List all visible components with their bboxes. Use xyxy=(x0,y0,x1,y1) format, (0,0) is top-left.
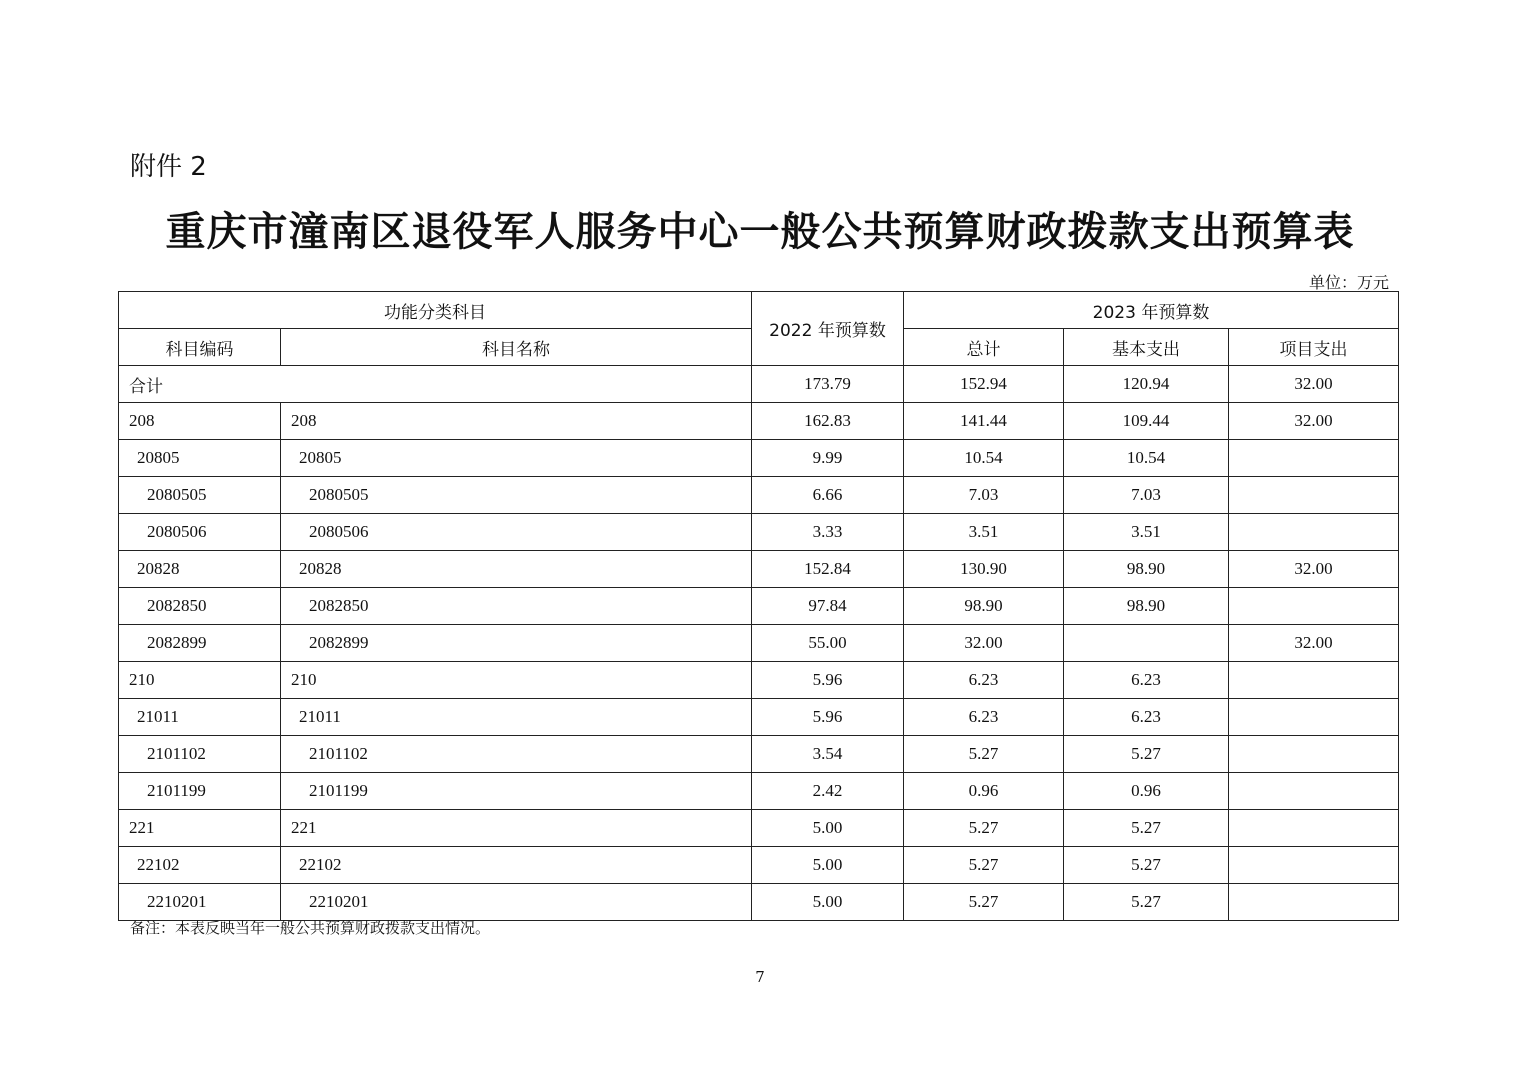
row-name: 20805 xyxy=(281,440,752,477)
row-total-2023: 32.00 xyxy=(904,625,1064,662)
row-code: 2082850 xyxy=(119,588,281,625)
row-name: 20828 xyxy=(281,551,752,588)
row-total-2023: 5.27 xyxy=(904,736,1064,773)
row-code: 2210201 xyxy=(119,884,281,921)
row-name: 208 xyxy=(281,403,752,440)
row-project-2023: 32.00 xyxy=(1229,625,1399,662)
row-total-2023: 6.23 xyxy=(904,662,1064,699)
row-basic-2023: 109.44 xyxy=(1064,403,1229,440)
row-name: 2082899 xyxy=(281,625,752,662)
row-basic-2023: 98.90 xyxy=(1064,551,1229,588)
total-row xyxy=(119,366,1399,403)
table-row xyxy=(119,736,1399,773)
row-budget-2022: 162.83 xyxy=(752,403,904,440)
row-code: 210 xyxy=(119,662,281,699)
row-total-2023: 98.90 xyxy=(904,588,1064,625)
row-total-2023: 5.27 xyxy=(904,884,1064,921)
header-budget-2022: 2022 年预算数 xyxy=(752,292,904,366)
attachment-label: 附件 2 xyxy=(130,152,207,182)
row-code: 20805 xyxy=(119,440,281,477)
row-code: 2101102 xyxy=(119,736,281,773)
table-row xyxy=(119,588,1399,625)
unit-label: 单位：万元 xyxy=(1308,273,1389,292)
row-basic-2023: 3.51 xyxy=(1064,514,1229,551)
row-project-2023 xyxy=(1229,810,1399,847)
row-code: 21011 xyxy=(119,699,281,736)
total-sum-2023: 152.94 xyxy=(904,366,1064,403)
header-total: 总计 xyxy=(904,329,1064,366)
row-total-2023: 10.54 xyxy=(904,440,1064,477)
row-total-2023: 5.27 xyxy=(904,847,1064,884)
row-code: 221 xyxy=(119,810,281,847)
row-budget-2022: 2.42 xyxy=(752,773,904,810)
row-basic-2023: 0.96 xyxy=(1064,773,1229,810)
header-basic: 基本支出 xyxy=(1064,329,1229,366)
page-title: 重庆市潼南区退役军人服务中心一般公共预算财政拨款支出预算表 xyxy=(165,208,1355,255)
row-name: 2101199 xyxy=(281,773,752,810)
table-row xyxy=(119,662,1399,699)
table-row xyxy=(119,625,1399,662)
row-project-2023 xyxy=(1229,588,1399,625)
row-budget-2022: 5.96 xyxy=(752,699,904,736)
row-total-2023: 141.44 xyxy=(904,403,1064,440)
row-name: 210 xyxy=(281,662,752,699)
row-code: 2082899 xyxy=(119,625,281,662)
row-code: 2080505 xyxy=(119,477,281,514)
row-project-2023 xyxy=(1229,440,1399,477)
header-row-1 xyxy=(119,292,1399,329)
row-budget-2022: 3.54 xyxy=(752,736,904,773)
row-total-2023: 130.90 xyxy=(904,551,1064,588)
row-code: 22102 xyxy=(119,847,281,884)
table-row xyxy=(119,773,1399,810)
total-budget-2022: 173.79 xyxy=(752,366,904,403)
row-basic-2023: 98.90 xyxy=(1064,588,1229,625)
row-name: 21011 xyxy=(281,699,752,736)
row-budget-2022: 6.66 xyxy=(752,477,904,514)
row-budget-2022: 9.99 xyxy=(752,440,904,477)
row-total-2023: 7.03 xyxy=(904,477,1064,514)
row-project-2023 xyxy=(1229,477,1399,514)
header-functional: 功能分类科目 xyxy=(119,292,752,329)
row-project-2023: 32.00 xyxy=(1229,403,1399,440)
total-basic-2023: 120.94 xyxy=(1064,366,1229,403)
row-basic-2023: 6.23 xyxy=(1064,699,1229,736)
row-basic-2023: 5.27 xyxy=(1064,810,1229,847)
row-basic-2023: 5.27 xyxy=(1064,736,1229,773)
row-budget-2022: 152.84 xyxy=(752,551,904,588)
table-row xyxy=(119,514,1399,551)
row-total-2023: 3.51 xyxy=(904,514,1064,551)
row-basic-2023: 7.03 xyxy=(1064,477,1229,514)
row-project-2023 xyxy=(1229,662,1399,699)
row-project-2023 xyxy=(1229,514,1399,551)
row-project-2023 xyxy=(1229,699,1399,736)
budget-table xyxy=(118,291,1399,921)
header-name: 科目名称 xyxy=(281,329,752,366)
row-budget-2022: 5.00 xyxy=(752,810,904,847)
row-budget-2022: 3.33 xyxy=(752,514,904,551)
page-number: 7 xyxy=(755,968,765,986)
header-budget-2023: 2023 年预算数 xyxy=(904,292,1399,329)
row-basic-2023: 5.27 xyxy=(1064,847,1229,884)
table-row xyxy=(119,477,1399,514)
table-row xyxy=(119,440,1399,477)
row-code: 2101199 xyxy=(119,773,281,810)
row-project-2023 xyxy=(1229,736,1399,773)
row-total-2023: 6.23 xyxy=(904,699,1064,736)
footnote: 备注：本表反映当年一般公共预算财政拨款支出情况。 xyxy=(130,919,491,937)
row-total-2023: 0.96 xyxy=(904,773,1064,810)
row-budget-2022: 97.84 xyxy=(752,588,904,625)
row-budget-2022: 5.96 xyxy=(752,662,904,699)
total-label: 合计 xyxy=(119,366,752,403)
row-code: 208 xyxy=(119,403,281,440)
header-code: 科目编码 xyxy=(119,329,281,366)
row-code: 2080506 xyxy=(119,514,281,551)
row-budget-2022: 5.00 xyxy=(752,847,904,884)
row-basic-2023: 6.23 xyxy=(1064,662,1229,699)
table-row xyxy=(119,403,1399,440)
table-row xyxy=(119,847,1399,884)
total-project-2023: 32.00 xyxy=(1229,366,1399,403)
row-name: 22102 xyxy=(281,847,752,884)
row-name: 2080506 xyxy=(281,514,752,551)
row-code: 20828 xyxy=(119,551,281,588)
row-name: 2210201 xyxy=(281,884,752,921)
row-name: 2082850 xyxy=(281,588,752,625)
table-row xyxy=(119,884,1399,921)
row-basic-2023: 5.27 xyxy=(1064,884,1229,921)
row-total-2023: 5.27 xyxy=(904,810,1064,847)
header-project: 项目支出 xyxy=(1229,329,1399,366)
row-name: 221 xyxy=(281,810,752,847)
table-row xyxy=(119,699,1399,736)
row-basic-2023 xyxy=(1064,625,1229,662)
row-project-2023 xyxy=(1229,773,1399,810)
row-project-2023 xyxy=(1229,847,1399,884)
table-row xyxy=(119,551,1399,588)
row-basic-2023: 10.54 xyxy=(1064,440,1229,477)
table-row xyxy=(119,810,1399,847)
row-budget-2022: 5.00 xyxy=(752,884,904,921)
row-budget-2022: 55.00 xyxy=(752,625,904,662)
row-name: 2080505 xyxy=(281,477,752,514)
row-project-2023 xyxy=(1229,884,1399,921)
row-name: 2101102 xyxy=(281,736,752,773)
row-project-2023: 32.00 xyxy=(1229,551,1399,588)
